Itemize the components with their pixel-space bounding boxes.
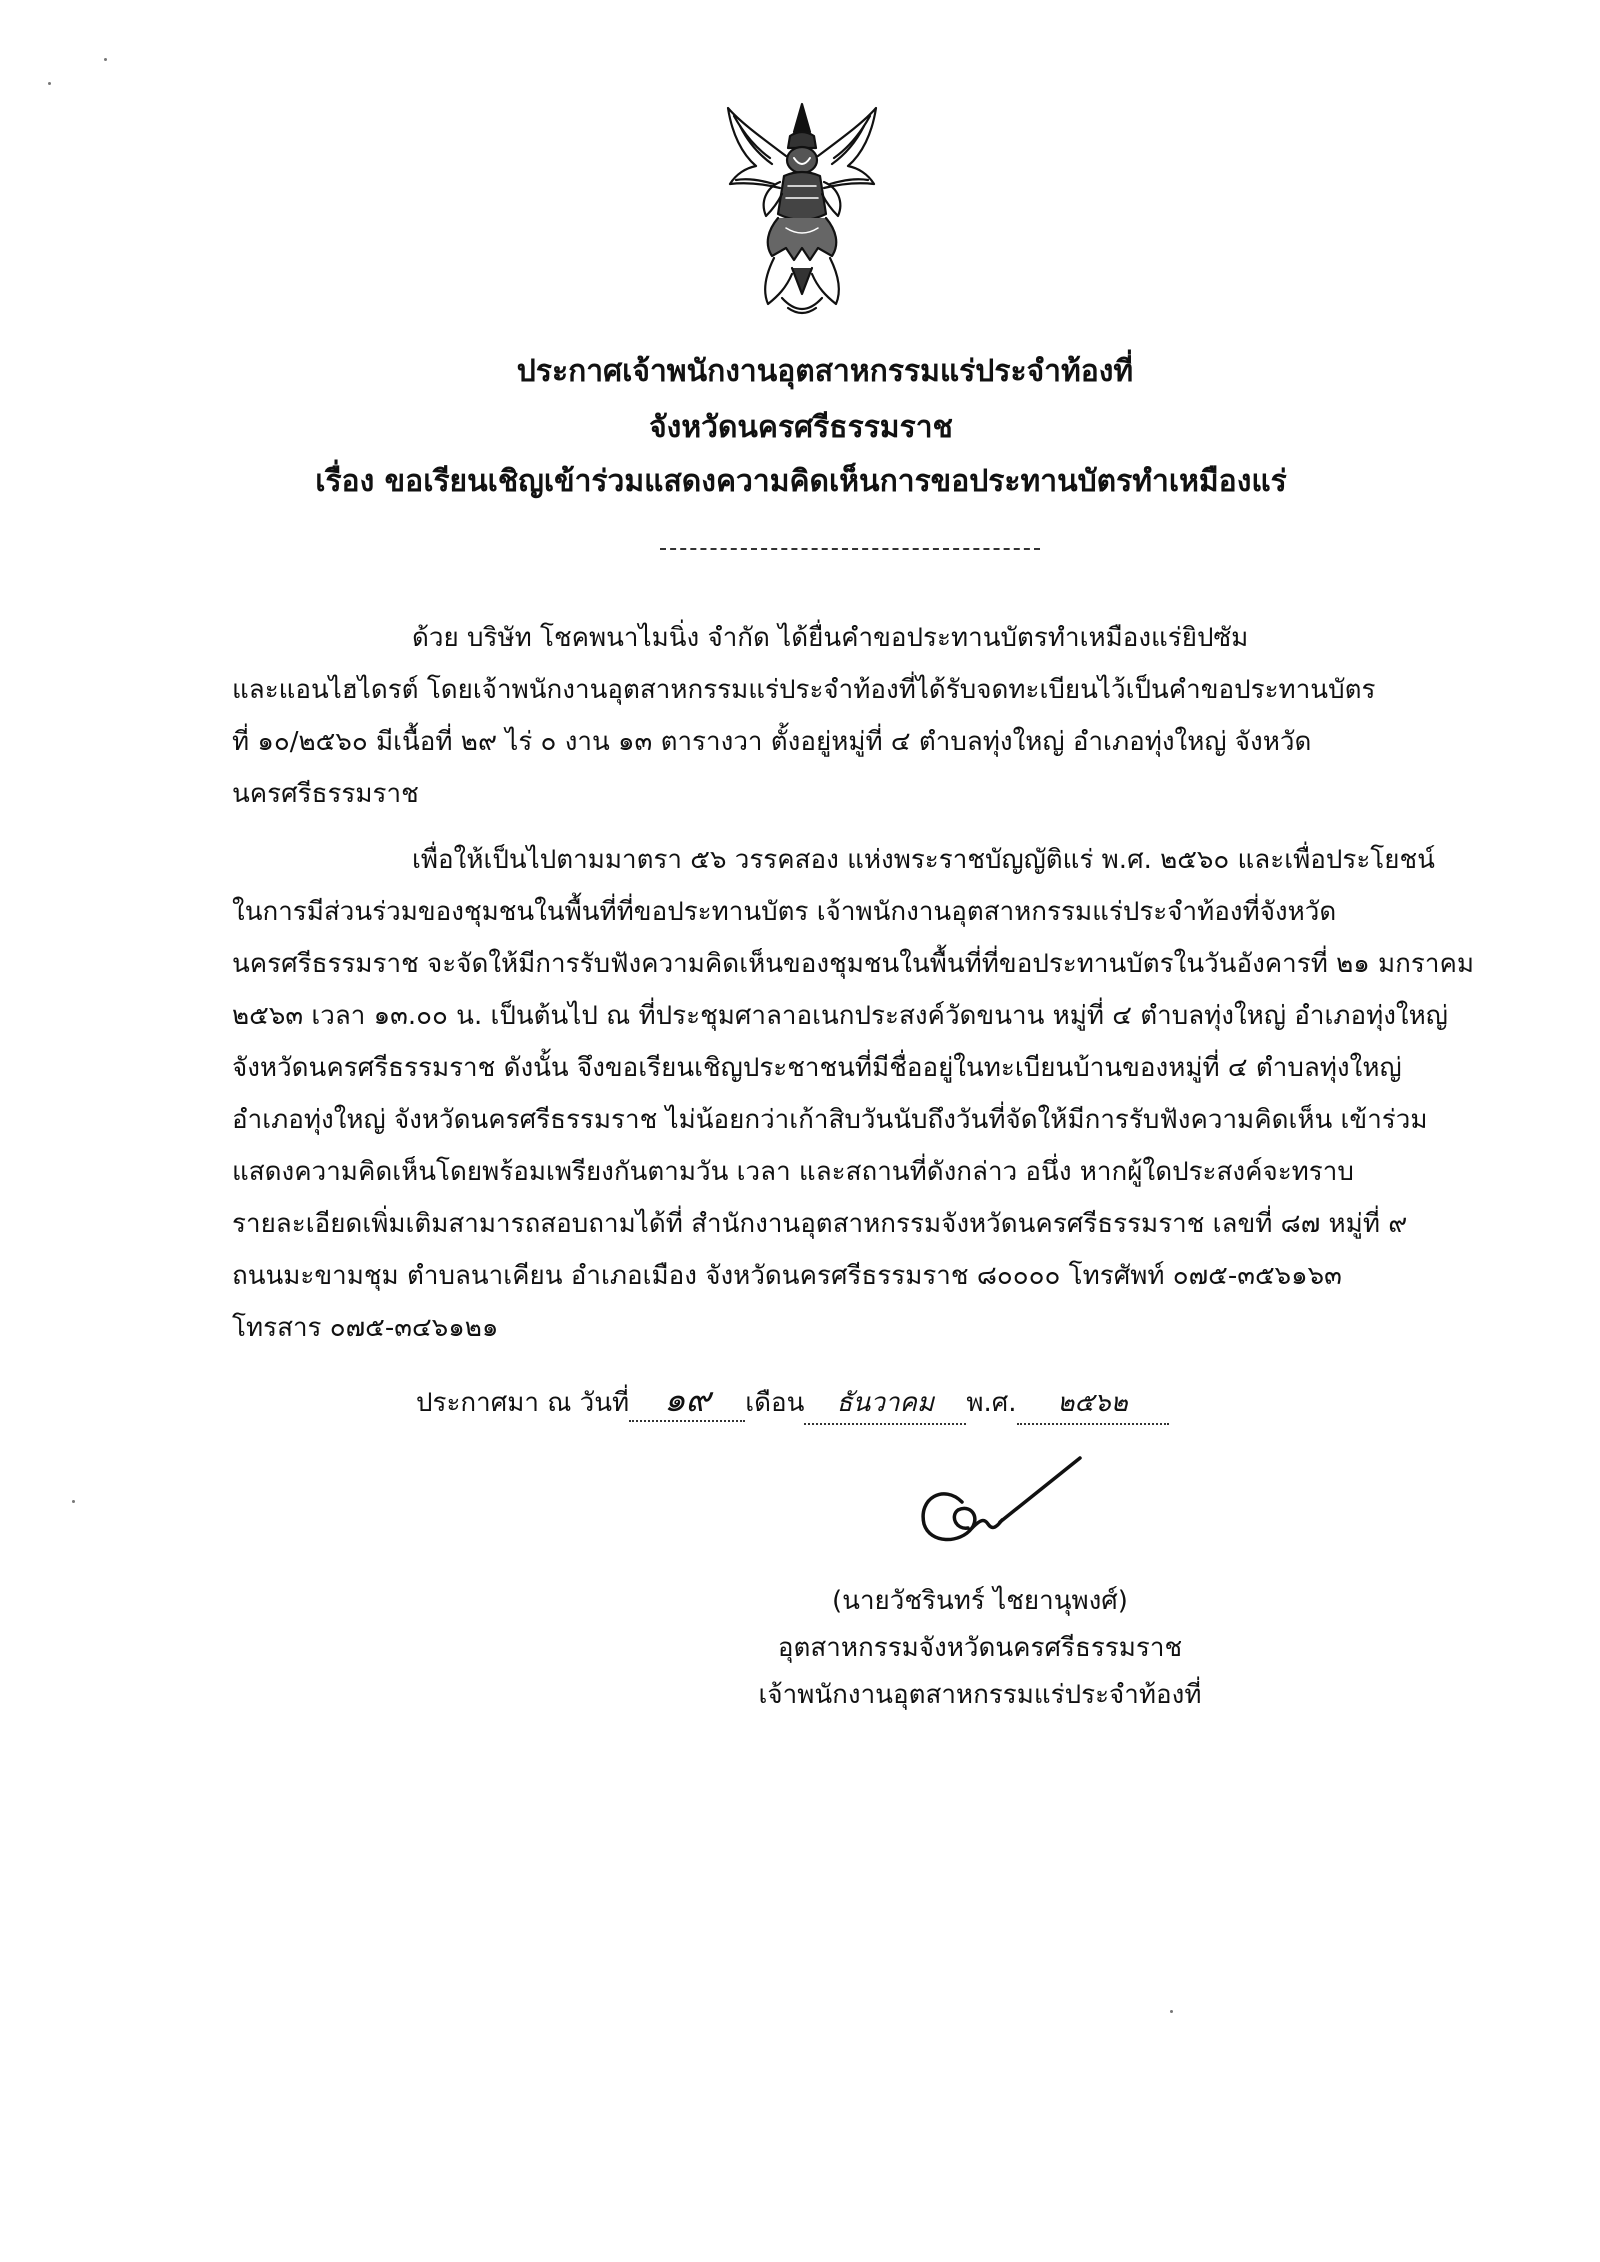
scan-speck bbox=[104, 58, 107, 61]
paragraph-line: ที่ ๑๐/๒๕๖๐ มีเนื้อที่ ๒๙ ไร่ ๐ งาน ๑๓ ตารางวา ตั้งอยู่หมู่ที่ ๔ ตำบลทุ่งใหญ่ อำเภอทุ่งใหญ่ จังหวัด bbox=[232, 727, 1312, 757]
scan-speck bbox=[48, 82, 51, 85]
paragraph-line: และแอนไฮไดรต์ โดยเจ้าพนักงานอุตสาหกรรมแร่ประจำท้องที่ได้รับจดทะเบียนไว้เป็นคำขอประทานบัตร bbox=[232, 675, 1376, 705]
body-paragraph-2 bbox=[232, 834, 1480, 1354]
date-year: ๒๕๖๒ bbox=[1017, 1383, 1169, 1425]
paragraph-line: ด้วย บริษัท โชคพนาไมนิ่ง จำกัด ได้ยื่นคำขอประทานบัตรทำเหมืองแร่ยิปซัม bbox=[412, 623, 1249, 653]
paragraph-line: โทรสาร ๐๗๕-๓๔๖๑๒๑ bbox=[232, 1313, 499, 1343]
scan-speck bbox=[72, 1500, 75, 1503]
paragraph-line: นครศรีธรรมราช bbox=[232, 779, 419, 809]
province-title: จังหวัดนครศรีธรรมราช bbox=[649, 410, 953, 445]
signer-position: อุตสาหกรรมจังหวัดนครศรีธรรมราช bbox=[777, 1633, 1183, 1663]
paragraph-line: แสดงความคิดเห็นโดยพร้อมเพรียงกันตามวัน เวลา และสถานที่ดังกล่าว อนึ่ง หากผู้ใดประสงค์จะทราบ bbox=[232, 1157, 1354, 1187]
date-year-label: พ.ศ. bbox=[966, 1388, 1017, 1418]
signer-name: (นายวัชรินทร์ ไชยานุพงศ์) bbox=[832, 1586, 1128, 1616]
divider bbox=[660, 548, 1040, 550]
paragraph-line: นครศรีธรรมราช จะจัดให้มีการรับฟังความคิดเห็นของชุมชนในพื้นที่ที่ขอประทานบัตรในวันอังคารที่ ๒๑ มกราคม bbox=[232, 949, 1475, 979]
announcement-title: ประกาศเจ้าพนักงานอุตสาหกรรมแร่ประจำท้องที่ bbox=[516, 354, 1134, 389]
paragraph-line: ๒๕๖๓ เวลา ๑๓.๐๐ น. เป็นต้นไป ณ ที่ประชุมศาลาอเนกประสงค์วัดขนาน หมู่ที่ ๔ ตำบลทุ่งใหญ่ อำเภอทุ่งใหญ่ bbox=[232, 1001, 1448, 1031]
subject-title: เรื่อง ขอเรียนเชิญเข้าร่วมแสดงความคิดเห็นการขอประทานบัตรทำเหมืองแร่ bbox=[315, 464, 1287, 499]
date-day: ๑๙ bbox=[629, 1380, 745, 1422]
date-prefix: ประกาศมา ณ วันที่ bbox=[416, 1388, 630, 1418]
paragraph-line: ในการมีส่วนร่วมของชุมชนในพื้นที่ที่ขอประทานบัตร เจ้าพนักงานอุตสาหกรรมแร่ประจำท้องที่จังหวัด bbox=[232, 897, 1337, 927]
signature-mark bbox=[900, 1440, 1100, 1560]
signer-role: เจ้าพนักงานอุตสาหกรรมแร่ประจำท้องที่ bbox=[758, 1680, 1202, 1710]
paragraph-line: เพื่อให้เป็นไปตามมาตรา ๕๖ วรรคสอง แห่งพระราชบัญญัติแร่ พ.ศ. ๒๕๖๐ และเพื่อประโยชน์ bbox=[412, 845, 1435, 875]
scan-speck bbox=[1170, 2010, 1173, 2013]
body-paragraph-1 bbox=[232, 612, 1480, 820]
paragraph-line: จังหวัดนครศรีธรรมราช ดังนั้น จึงขอเรียนเชิญประชาชนที่มีชื่ออยู่ในทะเบียนบ้านของหมู่ที่ ๔ ตำบลทุ่งใหญ่ bbox=[232, 1053, 1402, 1083]
paragraph-line: ถนนมะขามชุม ตำบลนาเคียน อำเภอเมือง จังหวัดนครศรีธรรมราช ๘๐๐๐๐ โทรศัพท์ ๐๗๕-๓๕๖๑๖๓ bbox=[232, 1261, 1342, 1291]
date-month-label: เดือน bbox=[745, 1388, 805, 1418]
garuda-emblem-icon bbox=[722, 98, 882, 323]
paragraph-line: อำเภอทุ่งใหญ่ จังหวัดนครศรีธรรมราช ไม่น้อยกว่าเก้าสิบวันนับถึงวันที่จัดให้มีการรับฟังความคิดเห็น เข้าร่วม bbox=[232, 1105, 1428, 1135]
date-month: ธันวาคม bbox=[804, 1383, 966, 1425]
announcement-date bbox=[416, 1380, 1169, 1425]
paragraph-line: รายละเอียดเพิ่มเติมสามารถสอบถามได้ที่ สำนักงานอุตสาหกรรมจังหวัดนครศรีธรรมราช เลขที่ ๘๗ หมู่ที่ ๙ bbox=[232, 1209, 1408, 1239]
